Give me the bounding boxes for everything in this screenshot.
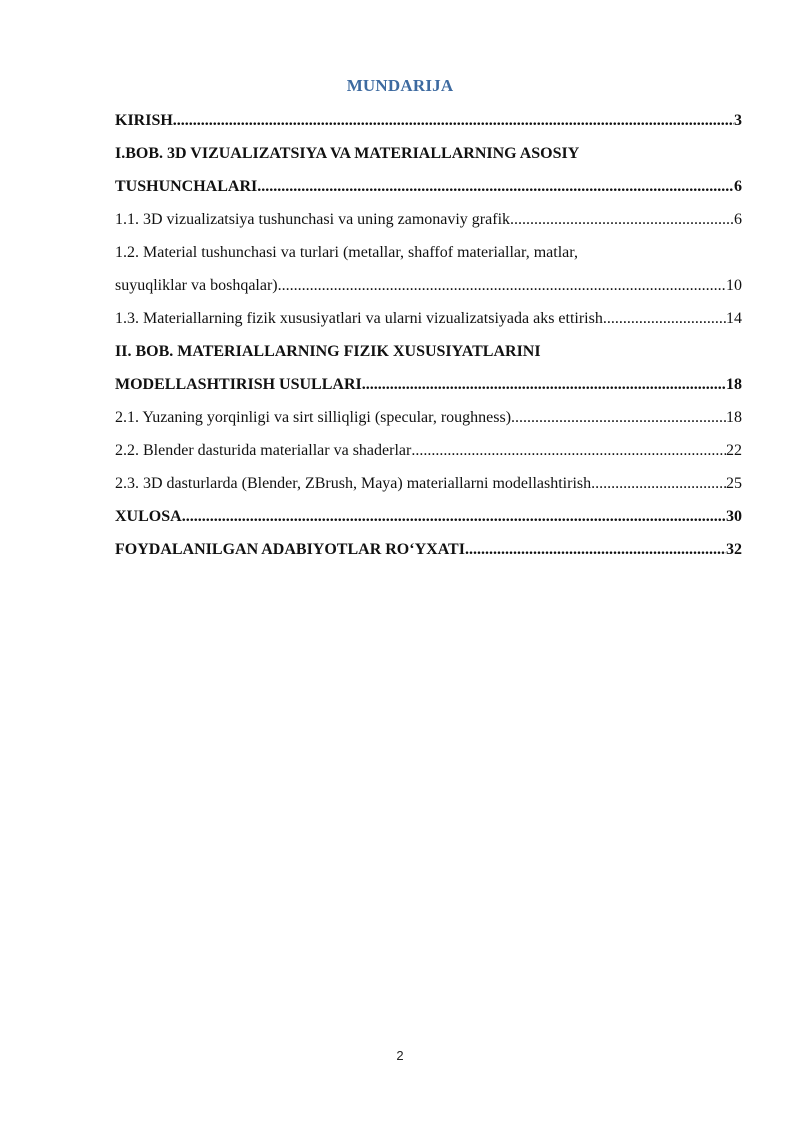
toc-entry[interactable]: [115, 401, 742, 434]
toc-page-number: 22: [726, 442, 742, 459]
toc-entry[interactable]: [115, 137, 742, 170]
toc-page-number: 10: [726, 277, 742, 294]
toc-entry[interactable]: [115, 500, 742, 533]
toc-page-number: 14: [726, 310, 742, 327]
toc-entry-text: 1.2. Material tushunchasi va turlari (metallar, shaffof materiallar, matlar,: [115, 244, 578, 261]
toc-entry-text: FOYDALANILGAN ADABIYOTLAR RO‘YXATI: [115, 541, 465, 558]
toc-leader-dots: [510, 203, 734, 236]
toc-leader-dots: [278, 269, 726, 302]
toc-page-number: 32: [726, 541, 742, 558]
toc-entry-text: MODELLASHTIRISH USULLARI: [115, 376, 362, 393]
toc-leader-dots: [173, 104, 734, 137]
page-number: 2: [396, 1048, 404, 1063]
toc-entry[interactable]: [115, 203, 742, 236]
toc-entry[interactable]: [115, 104, 742, 137]
toc-entry-text: 1.1. 3D vizualizatsiya tushunchasi va uning zamonaviy grafik: [115, 211, 511, 228]
toc-page-number: 6: [734, 211, 742, 228]
toc-page-number: 6: [734, 178, 742, 195]
toc-leader-dots: [603, 302, 726, 335]
toc-entry-text: 2.2. Blender dasturida materiallar va shaderlar: [115, 442, 412, 459]
toc-entry[interactable]: [115, 302, 742, 335]
toc-entry[interactable]: [115, 533, 742, 566]
toc-entry-text: suyuqliklar va boshqalar): [115, 277, 278, 294]
toc-page-number: 3: [734, 112, 742, 129]
toc-entry-text: II. BOB. MATERIALLARNING FIZIK XUSUSIYATLARINI: [115, 343, 541, 360]
table-of-contents: [115, 104, 742, 566]
toc-leader-dots: [511, 401, 726, 434]
toc-entry-text: TUSHUNCHALARI: [115, 178, 258, 195]
page-title: MUNDARIJA: [346, 76, 454, 95]
toc-leader-dots: [465, 533, 726, 566]
toc-entry[interactable]: [115, 467, 742, 500]
toc-entry-text: I.BOB. 3D VIZUALIZATSIYA VA MATERIALLARNING ASOSIY: [115, 145, 580, 162]
toc-leader-dots: [591, 467, 726, 500]
toc-entry-text: 1.3. Materiallarning fizik xususiyatlari va ularni vizualizatsiyada aks ettirish: [115, 310, 603, 327]
toc-entry[interactable]: [115, 368, 742, 401]
toc-leader-dots: [362, 368, 726, 401]
toc-entry[interactable]: [115, 434, 742, 467]
toc-entry[interactable]: [115, 269, 742, 302]
toc-leader-dots: [257, 170, 734, 203]
toc-entry-text: 2.1. Yuzaning yorqinligi va sirt silliqligi (specular, roughness): [115, 409, 512, 426]
toc-entry-text: KIRISH: [115, 112, 173, 129]
toc-page-number: 30: [726, 508, 742, 525]
toc-page-number: 18: [726, 376, 742, 393]
toc-entry-text: 2.3. 3D dasturlarda (Blender, ZBrush, Maya) materiallarni modellashtirish: [115, 475, 592, 492]
toc-entry[interactable]: [115, 335, 742, 368]
toc-entry-text: XULOSA: [115, 508, 182, 525]
toc-leader-dots: [411, 434, 726, 467]
toc-page-number: 18: [726, 409, 742, 426]
toc-page-number: 25: [726, 475, 742, 492]
toc-leader-dots: [182, 500, 726, 533]
toc-entry[interactable]: [115, 170, 742, 203]
toc-entry[interactable]: [115, 236, 742, 269]
